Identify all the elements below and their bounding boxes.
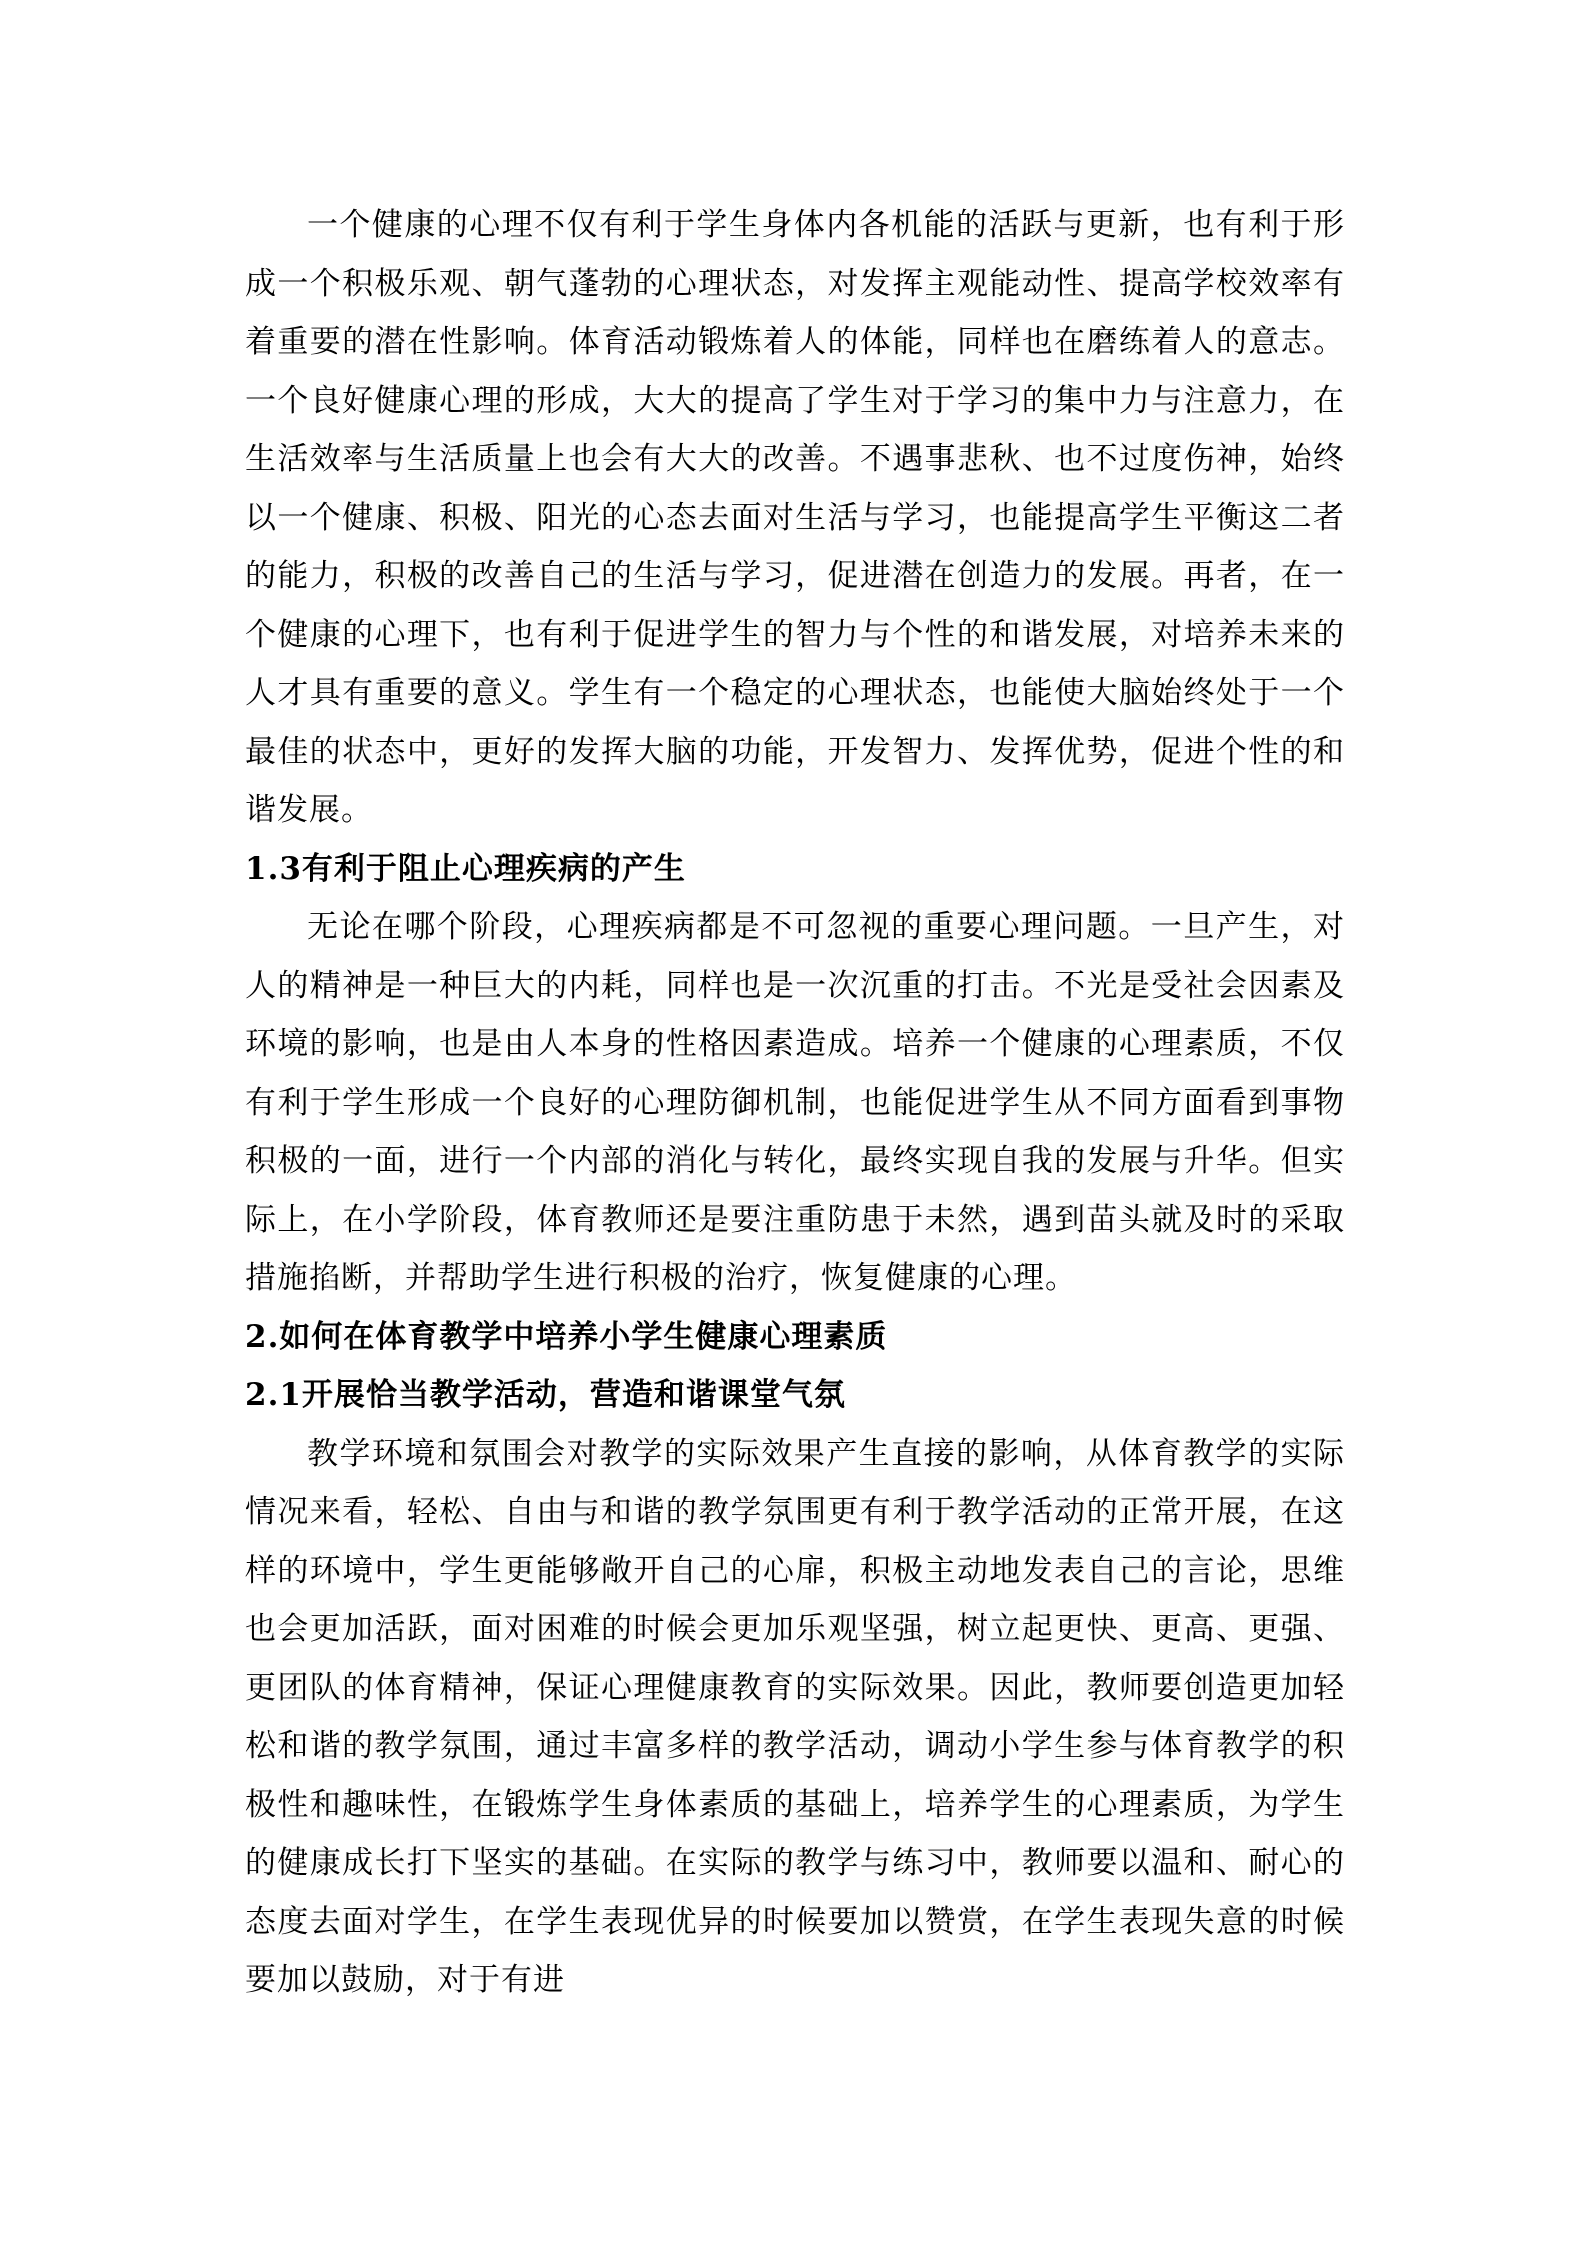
section-heading-2-1: 2.1开展恰当教学活动，营造和谐课堂气氛 bbox=[245, 1377, 846, 1413]
paragraph-3: 教学环境和氛围会对教学的实际效果产生直接的影响，从体育教学的实际情况来看，轻松、自由与和谐的教学氛围更有利于教学活动的正常开展，在这样的环境中，学生更能够敞开自己的心扉，积极主动地发表自己的言论，思维也会更加活跃，面对困难的时候会更加乐观坚强，树立起更快、更高、更强、更团队的体育精神，保证心理健康教育的实际效果。因此，教师要创造更加轻松和谐的教学氛围，通过丰富多样的教学活动，调动小学生参与体育教学的积极性和趣味性，在锻炼学生身体素质的基础上，培养学生的心理素质，为学生的健康成长打下坚实的基础。在实际的教学与练习中，教师要以温和、耐心的态度去面对学生，在学生表现优异的时候要加以赞赏，在学生表现失意的时候要加以鼓励，对于有进 bbox=[245, 1435, 1345, 1998]
document-page bbox=[245, 196, 1345, 2010]
section-heading-1-3: 1.3有利于阻止心理疾病的产生 bbox=[245, 850, 686, 887]
paragraph-1: 一个健康的心理不仅有利于学生身体内各机能的活跃与更新，也有利于形成一个积极乐观、朝气蓬勃的心理状态，对发挥主观能动性、提高学校效率有着重要的潜在性影响。体育活动锻炼着人的体能，同样也在磨练着人的意志。一个良好健康心理的形成，大大的提高了学生对于学习的集中力与注意力，在生活效率与生活质量上也会有大大的改善。不遇事悲秋、也不过度伤神，始终以一个健康、积极、阳光的心态去面对生活与学习，也能提高学生平衡这二者的能力，积极的改善自己的生活与学习，促进潜在创造力的发展。再者，在一个健康的心理下，也有利于促进学生的智力与个性的和谐发展，对培养未来的人才具有重要的意义。学生有一个稳定的心理状态，也能使大脑始终处于一个最佳的状态中，更好的发挥大脑的功能，开发智力、发挥优势，促进个性的和谐发展。 bbox=[245, 207, 1345, 828]
paragraph-2: 无论在哪个阶段，心理疾病都是不可忽视的重要心理问题。一旦产生，对人的精神是一种巨大的内耗，同样也是一次沉重的打击。不光是受社会因素及环境的影响，也是由人本身的性格因素造成。培养一个健康的心理素质，不仅有利于学生形成一个良好的心理防御机制，也能促进学生从不同方面看到事物积极的一面，进行一个内部的消化与转化，最终实现自我的发展与升华。但实际上，在小学阶段，体育教师还是要注重防患于未然，遇到苗头就及时的采取措施掐断，并帮助学生进行积极的治疗，恢复健康的心理。 bbox=[245, 909, 1345, 1296]
section-heading-2: 2.如何在体育教学中培养小学生健康心理素质 bbox=[245, 1318, 888, 1355]
